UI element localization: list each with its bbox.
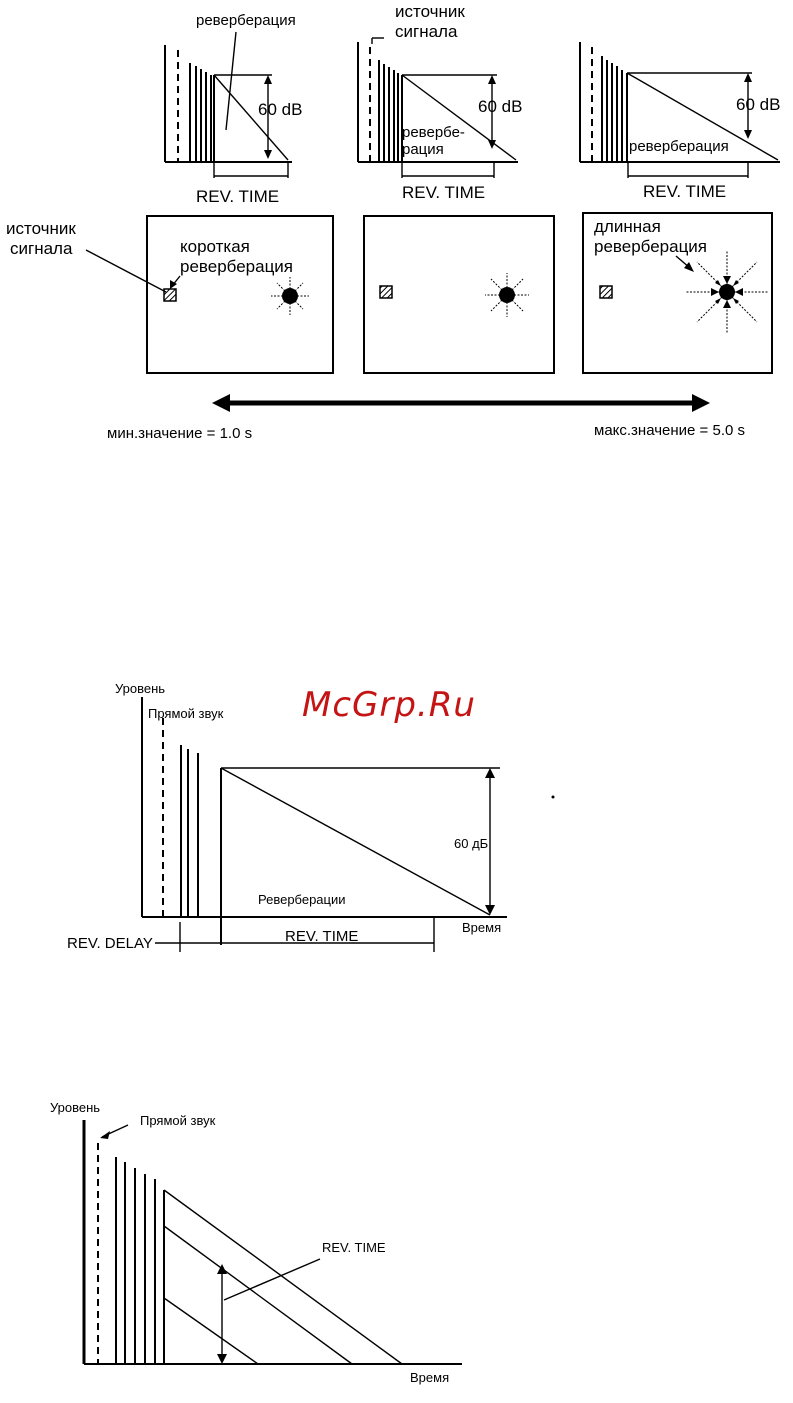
burst-icon: [485, 273, 529, 317]
sound-source-icon: [380, 286, 392, 298]
bottom-direct-sound-label: Прямой звук: [140, 1113, 216, 1128]
sound-source-icon: [164, 289, 176, 301]
max-value-label: макс.значение = 5.0 s: [594, 422, 746, 439]
room1-source-label-1: источник: [6, 219, 76, 238]
room1-reverb-label-2: реверберация: [180, 257, 294, 276]
panel2-reverb-label-2: рация: [402, 141, 444, 158]
panel3-time-label: REV. TIME: [643, 182, 727, 201]
stray-dot: [552, 796, 555, 799]
bottom-y-axis-label: Уровень: [50, 1100, 101, 1115]
room-short-reverb: [6, 216, 333, 373]
room3-reverb-label-1: длинная: [594, 217, 661, 236]
sound-source-icon: [600, 286, 612, 298]
decay-panel-short: [165, 12, 302, 206]
room1-reverb-label-1: короткая: [180, 237, 250, 256]
room1-source-label-2: сигнала: [10, 239, 73, 258]
bottom-time-label: REV. TIME: [322, 1240, 386, 1255]
room-long-reverb: [583, 213, 772, 373]
bottom-x-axis-label: Время: [410, 1370, 450, 1385]
mid-x-axis-label: Время: [462, 920, 502, 935]
mid-y-axis-label: Уровень: [115, 681, 166, 696]
panel3-db-label: 60 dB: [736, 95, 781, 114]
panel3-reverb-label: реверберация: [629, 138, 729, 155]
min-value-label: мин.значение = 1.0 s: [107, 425, 253, 442]
panel2-source-label-1: источник: [395, 2, 465, 21]
panel2-db-label: 60 dB: [478, 97, 523, 116]
mid-delay-label: REV. DELAY: [67, 935, 153, 952]
decay-panel-long: [580, 42, 780, 201]
mid-reverb-label: Реверберации: [258, 892, 346, 907]
mid-time-label: REV. TIME: [285, 928, 359, 945]
room-medium-reverb: [364, 216, 554, 373]
panel1-time-label: REV. TIME: [196, 187, 280, 206]
burst-icon: [685, 250, 769, 334]
decay-panel-medium: [358, 2, 522, 202]
watermark: McGrp.Ru: [302, 685, 476, 725]
range-double-arrow: [212, 394, 710, 412]
room3-reverb-label-2: реверберация: [594, 237, 708, 256]
panel2-source-label-2: сигнала: [395, 22, 458, 41]
panel1-reverb-label: реверберация: [196, 12, 296, 29]
mid-db-label: 60 дБ: [454, 836, 489, 851]
panel1-db-label: 60 dB: [258, 100, 303, 119]
mid-direct-sound-label: Прямой звук: [148, 706, 224, 721]
burst-icon: [271, 277, 309, 315]
panel2-time-label: REV. TIME: [402, 183, 486, 202]
panel2-reverb-label-1: ревербе-: [402, 124, 465, 141]
reverb-time-range-diagram: [50, 1100, 462, 1385]
